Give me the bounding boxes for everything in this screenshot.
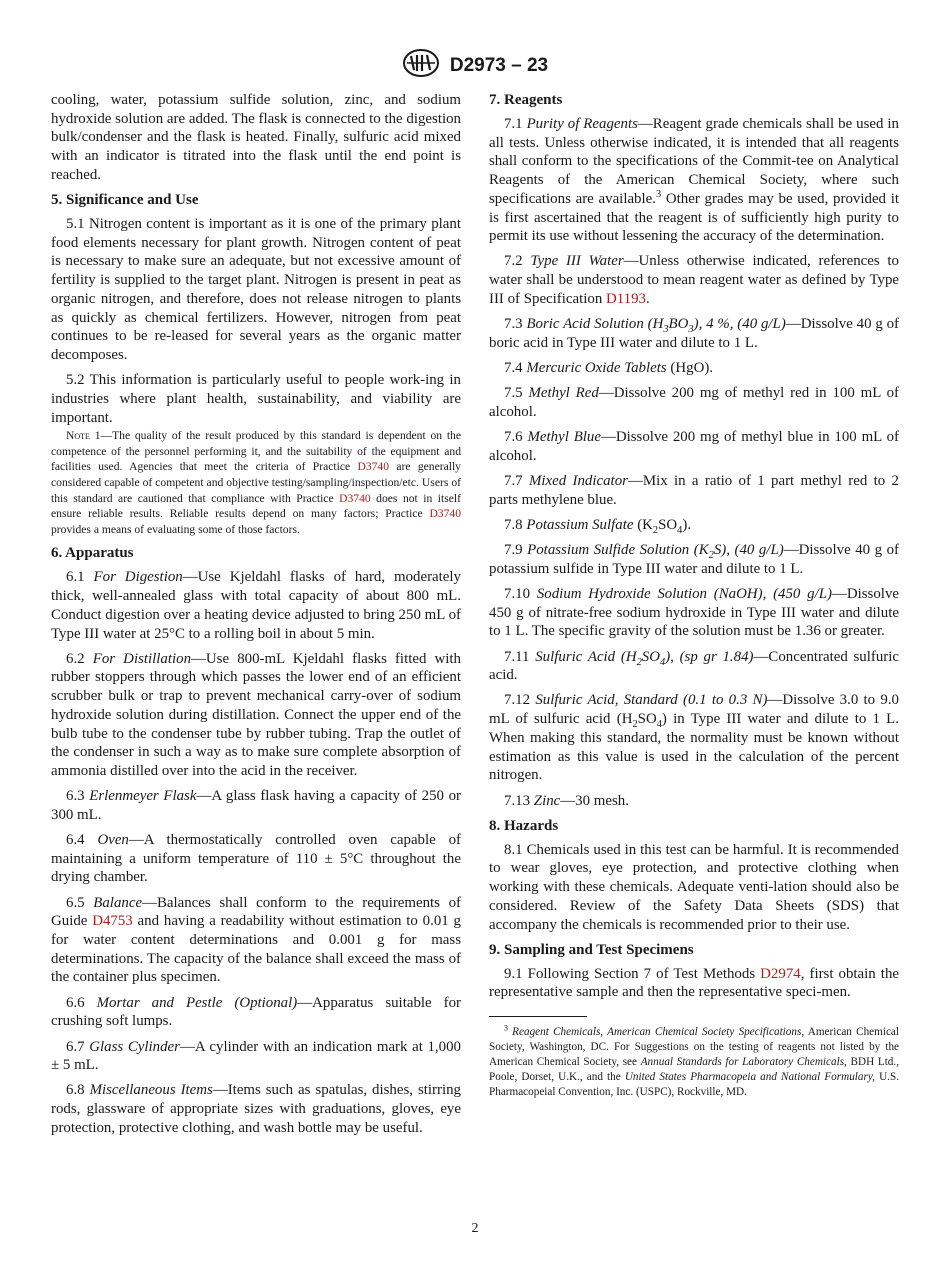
paragraph: 7.7 Mixed Indicator—Mix in a ratio of 1 part methyl red to 2 parts methylene blue.: [489, 472, 899, 508]
right-column: [489, 91, 899, 1100]
paragraph: 7.8 Potassium Sulfate $(K_2SO_4)$.: [504, 516, 692, 536]
paragraph: 7.4 Mercuric Oxide Tablets (HgO).: [504, 359, 714, 376]
section-heading: 9. Sampling and Test Specimens: [489, 941, 694, 958]
left-column: [51, 91, 461, 1144]
paragraph: 5.2 This information is particularly useful to people work-ing in industries where plant health, sustainability, and viability are important.: [51, 372, 461, 426]
ref-link[interactable]: D2974: [760, 965, 801, 982]
paragraph: 6.4 Oven—A thermostatically controlled oven capable of maintaining a uniform temperature of 110 ± 5°C throughout the drying chamber.: [51, 832, 461, 886]
ref-link[interactable]: D1193: [606, 290, 646, 307]
footnote-divider: [489, 1016, 587, 1017]
astm-logo-icon: [402, 48, 440, 83]
ref-link[interactable]: D3740: [339, 491, 371, 505]
paragraph: 6.5 Balance—Balances shall conform to the requirements of Guide D4753 and having a readability without estimation to 0.01 g for water content determinations and 0.001 g for mass determinations. The capacity of the balance shall exceed the mass of the container plus specimen.: [51, 894, 462, 986]
section-heading: 7. Reagents: [489, 92, 563, 108]
section-heading: 8. Hazards: [489, 817, 559, 834]
ref-link[interactable]: D3740: [357, 460, 390, 474]
paragraph: 7.10 Sodium Hydroxide Solution (NaOH), (450 g/L)—Dissolve 450 g of nitrate-free sodium hydroxide in Type III water and dilute to 1 L. The specific gravity of the solution must be 1.36 or greater.: [489, 585, 899, 640]
ref-link[interactable]: D3740: [429, 507, 461, 521]
note-1: Note 1—The quality of the result produced by this standard is dependent on the competence of the personnel performing it, and the suitability of the equipment and facilities used. Agencies that meet the criteria of Practice D3740 are generally considered capable of competent and objective testing/sampling/inspection/etc. Users of this standard are cautioned that compliance with Practice D3740 does not in itself ensure reliable results. Reliable results depend on many factors; Practice D3740 provides a means of evaluating some of those factors.: [51, 429, 461, 536]
paragraph: 6.1 For Digestion—Use Kjeldahl flasks of hard, moderately thick, well-annealed glass with total capacity of about 800 mL. Conduct digestion over a heating device adjusted to bring 250 mL of Type III water at 25°C to a rolling boil in about 5 min.: [51, 569, 461, 642]
page-header: [0, 48, 950, 83]
paragraph: 7.12 Sulfuric Acid, Standard (0.1 to 0.3 N)—Dissolve 3.0 to 9.0 mL of sulfuric acid $(H_2SO_4)$ in Type III water and dilute to 1 L. When making this standard, the normality must be known without estimation as this value is used in the calculation of the percent nitrogen.: [489, 692, 899, 784]
page-number: 2: [471, 1221, 479, 1236]
paragraph: 6.3 Erlenmeyer Flask—A glass flask having a capacity of 250 or 300 mL.: [51, 788, 462, 823]
paragraph: 7.9 Potassium Sulfide Solution $(K_2S)$, (40 g/L)—Dissolve 40 g of potassium sulfide in Type III water and dilute to 1 L.: [489, 542, 899, 577]
paragraph: 8.1 Chemicals used in this test can be harmful. It is recommended to wear gloves, eye protection, and protective clothing when working with these chemicals. Adequate venti-lation should also be considered. Review of the Safety Data Sheets (SDS) that accompany the chemicals is recommended prior to their use.: [489, 841, 899, 933]
paragraph: 5.1 Nitrogen content is important as it is one of the primary plant food elements necessary for plant growth. Nitrogen content of peat is necessary to make sure an adequate, but not excessive amount of fertility is supplied to the target plant. Nitrogen is present in peat as organic nitrogen, and therefore, does not release nitrogen to plants as quickly as chemical fertilizers. However, nitrogen from peat continues to be re-leased for several years as the organic matter decomposes.: [51, 216, 461, 363]
standard-designation: D2973 – 23: [449, 54, 549, 76]
section-heading: 5. Significance and Use: [51, 192, 199, 209]
section-heading: 6. Apparatus: [51, 545, 134, 562]
paragraph: 7.6 Methyl Blue—Dissolve 200 mg of methyl blue in 100 mL of alcohol.: [489, 429, 899, 464]
paragraph: 7.2 Type III Water—Unless otherwise indicated, references to water shall be understood to mean reagent water as defined by Type III of Specification D1193.: [489, 253, 899, 307]
paragraph: 6.7 Glass Cylinder—A cylinder with an indication mark at 1,000 ± 5 mL.: [51, 1038, 461, 1074]
paragraph: 7.13 Zinc—30 mesh.: [504, 792, 629, 809]
paragraph: 9.1 Following Section 7 of Test Methods D2974, first obtain the representative sample and then the representative speci-men.: [489, 965, 899, 1001]
paragraph: cooling, water, potassium sulfide solution, zinc, and sodium hydroxide solution are added. The flask is connected to the digestion bulk/condenser and the flask is heated. Finally, sulfuric acid mixed with an indicator is titrated into the flask until the end point is reached.: [51, 92, 461, 183]
paragraph: 7.11 Sulfuric Acid $(H_2SO_4)$, (sp gr 1.84)—Concentrated sulfuric acid.: [489, 648, 900, 684]
paragraph: 6.2 For Distillation—Use 800-mL Kjeldahl flasks fitted with rubber stoppers through which passes the lower end of an efficient scrubber bulk or trap to prevent mechanical carry-over of sodium hydroxide solution during distillation. Connect the upper end of the bulb tube to the condenser tube by rubber tubing. Trap the outlet of the condenser in such a way as to make sure complete absorption of ammonia distilled over into the acid in the receiver.: [51, 650, 461, 779]
paragraph: 6.6 Mortar and Pestle (Optional)—Apparatus suitable for crushing soft lumps.: [51, 994, 461, 1030]
paragraph: 7.3 Boric Acid Solution $(H_3BO_3)$, 4 %, (40 g/L)—Dissolve 40 g of boric acid in Type III water and dilute to 1 L.: [489, 316, 899, 351]
ref-link[interactable]: D4753: [92, 913, 133, 930]
paragraph: 7.5 Methyl Red—Dissolve 200 mg of methyl red in 100 mL of alcohol.: [489, 385, 899, 420]
paragraph: 7.1 Purity of Reagents—Reagent grade chemicals shall be used in all tests. Unless otherwise indicated, it is intended that all reagents shall conform to the specifications of the Commit-tee on Analytical Reagents of the American Chemical Society, where such specifications are available.$^3$ Other grades may be used, provided it is first ascertained that the reagent is of sufficiently high purity to permit its use without lessening the accuracy of the determination.: [489, 116, 899, 245]
paragraph: 6.8 Miscellaneous Items—Items such as spatulas, dishes, stirring rods, glassware of appropriate sizes with graduations, gloves, eye protection, protective clothing, and wash bottle may be useful.: [51, 1082, 461, 1136]
footnote: $^3$ Reagent Chemicals, American Chemical Society Specifications, American Chemical Society, Washington, DC. For Suggestions on the testing of reagents not listed by the American Chemical Society, see Annual Standards for Laboratory Chemicals, BDH Ltd., Poole, Dorset, U.K., and the United States Pharmacopeia and National Formulary, U.S. Pharmacopeial Convention, Inc. (USPC), Rockville, MD.: [489, 1023, 899, 1098]
